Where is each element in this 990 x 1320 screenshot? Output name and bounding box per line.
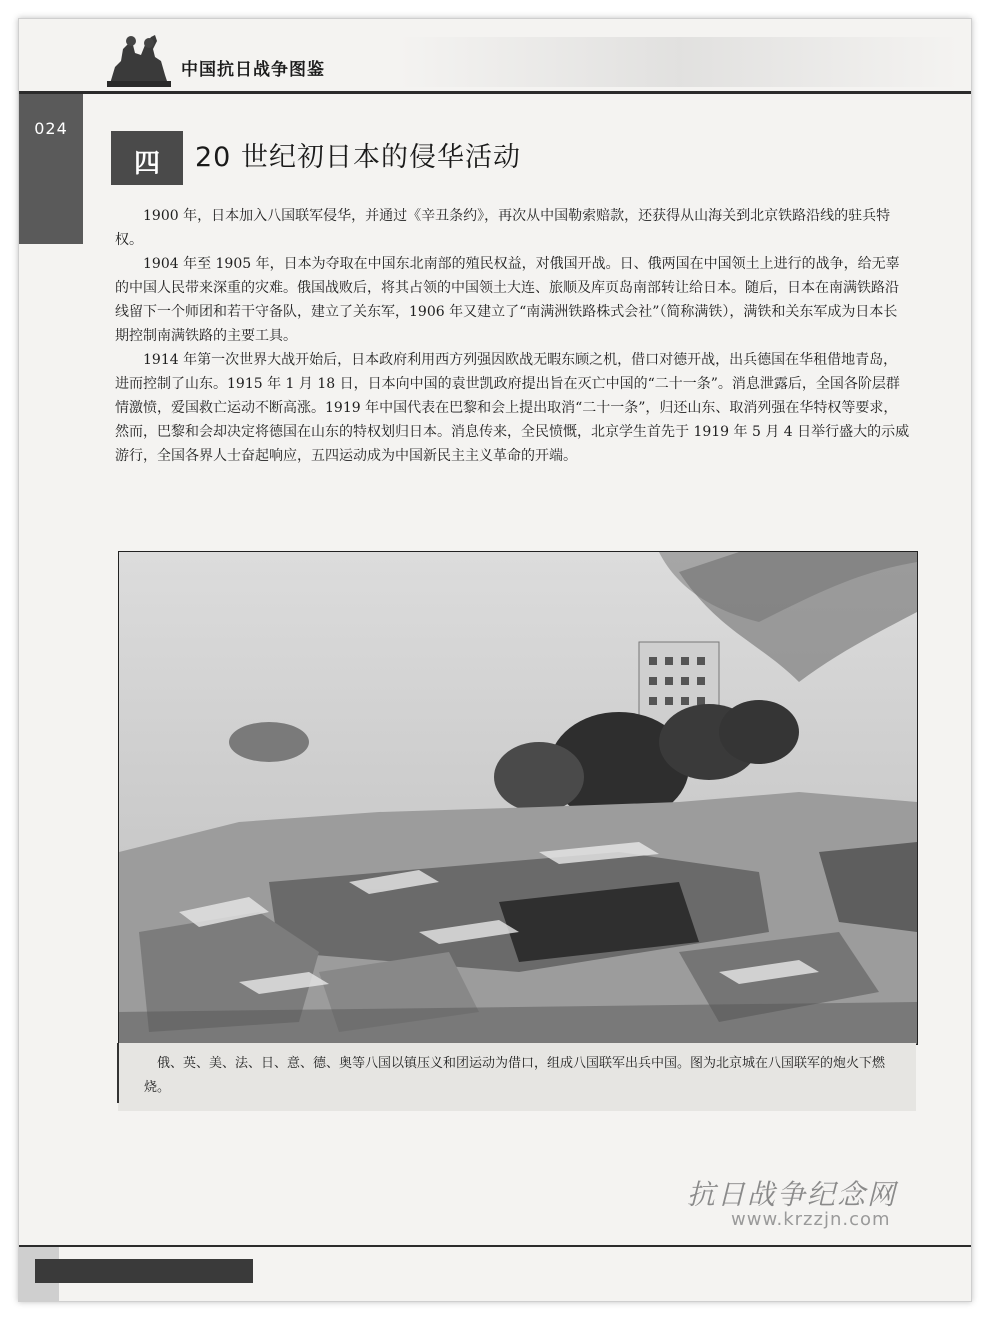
header-background-band (399, 37, 959, 87)
header-rule (19, 91, 971, 94)
article-body (115, 204, 911, 468)
soldier-statue-logo (105, 31, 173, 87)
page-number-tab (19, 94, 83, 244)
footer-rule (19, 1245, 971, 1247)
photo-caption: 俄、英、美、法、日、意、德、奥等八国以镇压义和团运动为借口，组成八国联军出兵中国。图为北京城在八国联军的炮火下燃烧。 (144, 1056, 886, 1095)
paragraph: 1914 年第一次世界大战开始后，日本政府利用西方列强因欧战无暇东顾之机，借口对德开战，出兵德国在华租借地青岛，进而控制了山东。1915 年 1 月 18 日，日本向中国的袁世凯政府提出旨在灭亡中国的“二十一条”。消息泄露后，全国各阶层群情激愤，爱国救亡运动不断高涨。1919 年中国代表在巴黎和会上提出取消“二十一条”，归还山东、取消列强在华特权等要求，然而，巴黎和会却决定将德国在山东的特权划归日本。消息传来，全民愤慨，北京学生首先于 1919 年 5 月 4 日举行盛大的示威游行，全国各界人士奋起响应，五四运动成为中国新民主主义革命的开端。 (115, 352, 910, 464)
watermark-url: www.krzzjn.com (731, 1209, 891, 1230)
caption-marker (117, 1043, 119, 1103)
footer-bar (35, 1259, 253, 1283)
book-page (18, 18, 972, 1302)
section-number: 四 (133, 149, 160, 179)
paragraph: 1900 年，日本加入八国联军侵华，并通过《辛丑条约》，再次从中国勒索赔款，还获得从山海关到北京铁路沿线的驻兵特权。 (115, 208, 891, 248)
beijing-burning-photo (119, 552, 917, 1044)
paragraph: 1904 年至 1905 年，日本为夺取在中国东北南部的殖民权益，对俄国开战。日、俄两国在中国领土上进行的战争，给无辜的中国人民带来深重的灾难。俄国战败后，将其占领的中国领土大连、旅顺及库页岛南部转让给日本。随后，日本在南满铁路沿线留下一个师团和若干守备队，建立了关东军，1906 年又建立了“南满洲铁路株式会社”（简称满铁），满铁和关东军成为日本长期控制南满铁路的主要工具。 (115, 256, 900, 344)
page-header (19, 19, 971, 89)
section-title: 20 世纪初日本的侵华活动 (195, 142, 521, 173)
book-title: 中国抗日战争图鉴 (181, 60, 325, 80)
historical-photo (118, 551, 918, 1045)
page-number: 024 (34, 119, 68, 138)
watermark-site-name: 抗日战争纪念网 (687, 1178, 898, 1211)
